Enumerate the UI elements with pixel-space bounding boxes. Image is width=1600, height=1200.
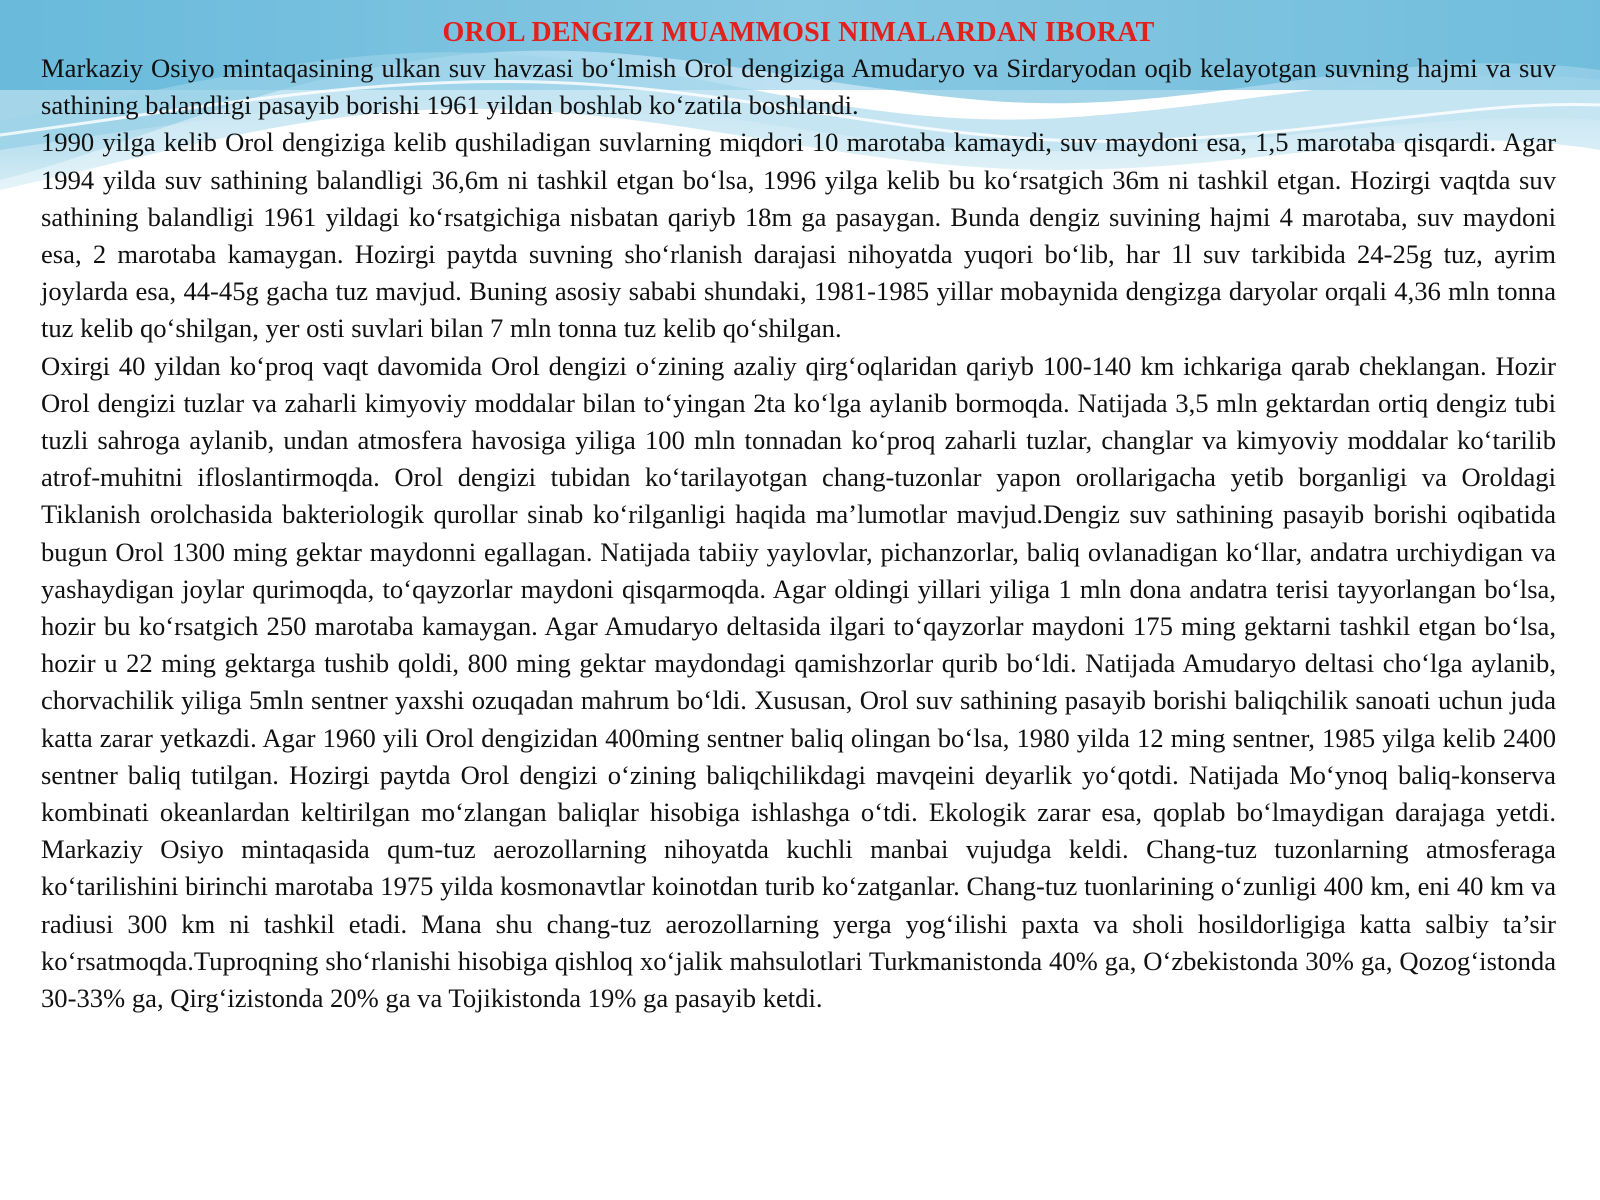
paragraph-consequences: Oxirgi 40 yildan ko‘proq vaqt davomida Orol dengizi o‘zining azaliy qirg‘oqlaridan qariyb 100-140 km ichkariga qarab cheklangan. Hozir Orol dengizi tuzlar va zaharli kimyoviy moddalar bilan to‘yingan 2ta ko‘lga aylanib bormoqda. Natijada 3,5 mln gektardan ortiq dengiz tubi tuzli sahroga aylanib, undan atmosfera havosiga yiliga 100 mln tonnadan ko‘proq zaharli tuzlar, changlar va kimyoviy moddalar ko‘tarilib atrof-muhitni ifloslantirmoqda. Orol dengizi tubidan ko‘tarilayotgan chang-tuzonlar yapon orollarigacha yetib borganligi va Oroldagi Tiklanish orolchasida bakteriologik qurollar sinab ko‘rilganligi haqida ma’lumotlar mavjud.Dengiz suv sathining pasayib borishi oqibatida bugun Orol 1300 ming gektar maydonni egallagan. Natijada tabiiy yaylovlar, pichanzorlar, baliq ovlanadigan ko‘llar, andatra urchiydigan va yashaydigan joylar qurimoqda, to‘qayzorlar maydoni qisqarmoqda. Agar oldingi yillari yiliga 1 mln dona andatra terisi tayyorlangan bo‘lsa, hozir bu ko‘rsatgich 250 marotaba kamaygan. Agar Amudaryo deltasida ilgari to‘qayzorlar maydoni 175 ming gektarni tashkil etgan bo‘lsa, hozir u 22 ming gektarga tushib qoldi, 800 ming gektar maydondagi qamishzorlar qurib bo‘ldi. Natijada Amudaryo deltasi cho‘lga aylanib, chorvachilik yiliga 5mln sentner yaxshi ozuqadan mahrum bo‘ldi. Xususan, Orol suv sathining pasayib borishi baliqchilik sanoati uchun juda katta zarar yetkazdi. Agar 1960 yili Orol dengizidan 400ming sentner baliq olingan bo‘lsa, 1980 yilda 12 ming sentner, 1985 yilga kelib 2400 sentner baliq tutilgan. Hozirgi paytda Orol dengizi o‘zining baliqchilikdagi mavqeini deyarlik yo‘qotdi. Natijada Mo‘ynoq baliq-konserva kombinati okeanlardan keltirilgan mo‘zlangan baliqlar hisobiga ishlashga o‘tdi. Ekologik zarar esa, qoplab bo‘lmaydigan darajaga yetdi. Markaziy Osiyo mintaqasida qum-tuz aerozollarning nihoyatda kuchli manbai vujudga keldi. Chang-tuz tuzonlarning atmosferaga ko‘tarilishini birinchi marotaba 1975 yilda kosmonavtlar koinotdan turib ko‘zatganlar. Chang-tuz tuonlarining o‘zunligi 400 km, eni 40 km va radiusi 300 km ni tashkil etadi. Mana shu chang-tuz aerozollarning yerga yog‘ilishi paxta va sholi hosildorligiga katta salbiy ta’sir ko‘rsatmoqda.Tuproqning sho‘rlanishi hisobiga qishloq xo‘jalik mahsulotlari Turkmanistonda 40% ga, O‘zbekistonda 30% ga, Qozog‘istonda 30-33% ga, Qirg‘izistonda 20% ga va Tojikistonda 19% ga pasayib ketdi. <box>41 350 1556 1014</box>
paragraph-1990-statistics: 1990 yilga kelib Orol dengiziga kelib qushiladigan suvlarning miqdori 10 marotaba kamaydi, suv maydoni esa, 1,5 marotaba qisqardi. Agar 1994 yilda suv sathining balandligi 36,6m ni tashkil etgan bo‘lsa, 1996 yilga kelib bu ko‘rsatgich 36m ni tashkil etgan. Hozirgi vaqtda suv sathining balandligi 1961 yildagi ko‘rsatgichiga nisbatan qariyb 18m ga pasaygan. Bunda dengiz suvining hajmi 4 marotaba, suv maydoni esa, 2 marotaba kamaygan. Hozirgi paytda suvning sho‘rlanish darajasi nihoyatda yuqori bo‘lib, har 1l suv tarkibida 24-25g tuz, ayrim joylarda esa, 44-45g gacha tuz mavjud. Buning asosiy sababi shundaki, 1981-1985 yillar mobaynida dengizga daryolar orqali 4,36 mln tonna tuz kelib qo‘shilgan, yer osti suvlari bilan 7 mln tonna tuz kelib qo‘shilgan. <box>41 127 1556 344</box>
slide-content <box>41 16 1556 1017</box>
paragraph-intro: Markaziy Osiyo mintaqasining ulkan suv havzasi bo‘lmish Orol dengiziga Amudaryo va Sirdaryodan oqib kelayotgan suvning hajmi va suv sathining balandligi pasayib borishi 1961 yildan boshlab ko‘zatila boshlandi. <box>41 53 1556 121</box>
slide-title: OROL DENGIZI MUAMMOSI NIMALARDAN IBORAT <box>442 17 1155 48</box>
